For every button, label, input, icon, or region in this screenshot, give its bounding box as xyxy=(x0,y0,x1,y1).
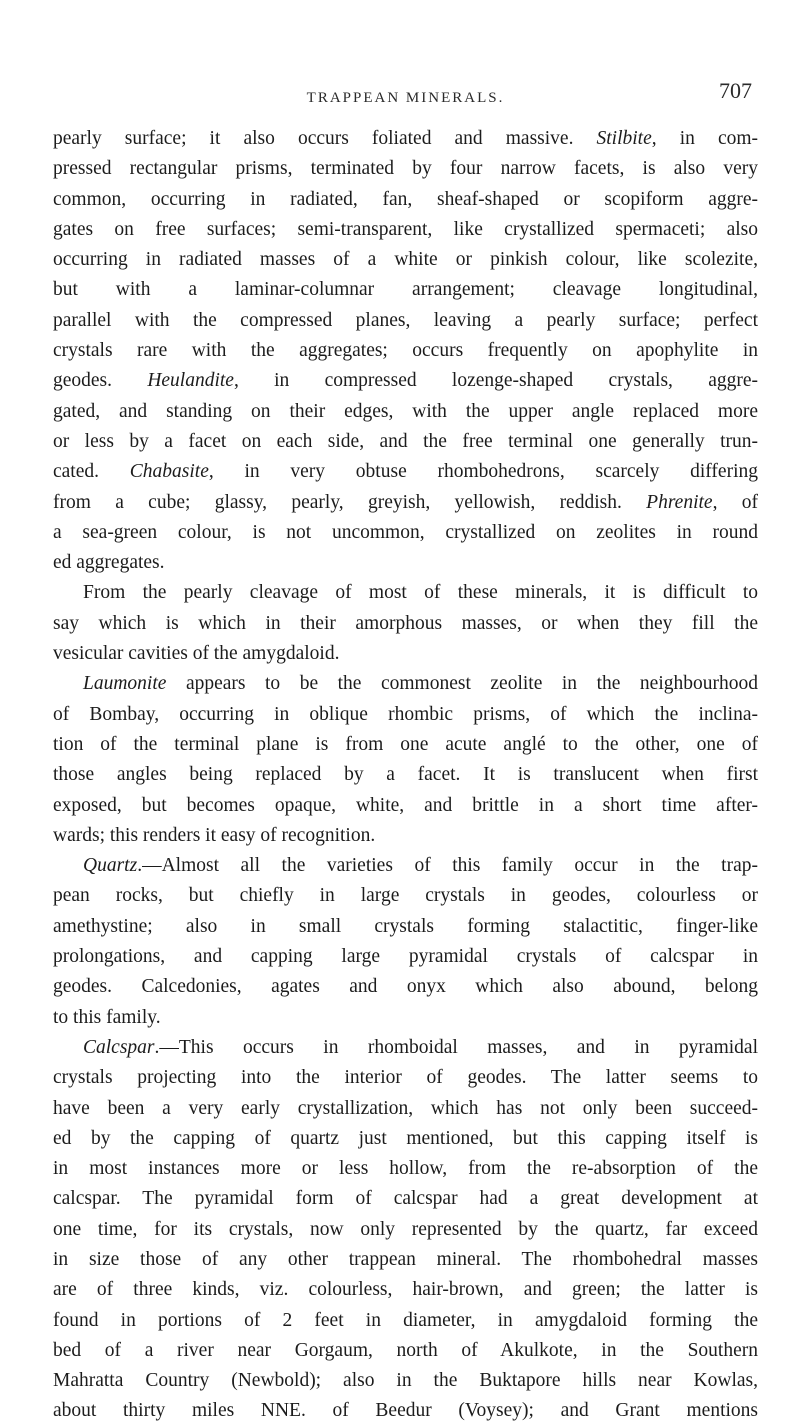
running-title: TRAPPEAN MINERALS. xyxy=(306,90,505,106)
text-line: ed aggregates. xyxy=(53,552,165,574)
text-line: say which is which in their amorphous masses, or when they fill the xyxy=(53,612,758,634)
text-line: of Bombay, occurring in oblique rhombic prisms, of which the inclina- xyxy=(53,703,758,725)
text-line: found in portions of 2 feet in diameter, in amygdaloid forming the xyxy=(53,1309,758,1331)
text-line: but with a laminar-columnar arrangement; cleavage longitudinal, xyxy=(53,279,758,301)
text-line: exposed, but becomes opaque, white, and brittle in a short time after- xyxy=(53,794,758,816)
text-line: geodes. Heulandite, in compressed lozenge-shaped crystals, aggre- xyxy=(53,370,758,392)
text-line: Calcspar.—This occurs in rhomboidal masses, and in pyramidal xyxy=(83,1036,758,1058)
text-line: about thirty miles NNE. of Beedur (Voysey); and Grant mentions xyxy=(53,1400,758,1422)
text-line: Quartz.—Almost all the varieties of this family occur in the trap- xyxy=(83,855,758,877)
text-line: common, occurring in radiated, fan, sheaf-shaped or scopiform aggre- xyxy=(53,188,758,210)
text-line: gated, and standing on their edges, with the upper angle replaced more xyxy=(53,400,758,422)
text-line: Laumonite appears to be the commonest zeolite in the neighbourhood xyxy=(83,673,758,695)
text-line: in size those of any other trappean mineral. The rhombohedral masses xyxy=(53,1248,758,1270)
text-line: from a cube; glassy, pearly, greyish, yellowish, reddish. Phrenite, of xyxy=(53,491,758,513)
text-line: have been a very early crystallization, which has not only been succeed- xyxy=(53,1097,758,1119)
text-line: cated. Chabasite, in very obtuse rhombohedrons, scarcely differing xyxy=(53,461,758,483)
text-line: in most instances more or less hollow, from the re-absorption of the xyxy=(53,1158,758,1180)
text-line: crystals rare with the aggregates; occurs frequently on apophylite in xyxy=(53,340,758,362)
text-line: ed by the capping of quartz just mentioned, but this capping itself is xyxy=(53,1127,758,1149)
text-line: a sea-green colour, is not uncommon, crystallized on zeolites in round xyxy=(53,521,758,543)
text-line: tion of the terminal plane is from one acute anglé to the other, one of xyxy=(53,733,758,755)
text-line: are of three kinds, viz. colourless, hair-brown, and green; the latter is xyxy=(53,1279,758,1301)
text-line: one time, for its crystals, now only represented by the quartz, far exceed xyxy=(53,1218,758,1240)
text-line: parallel with the compressed planes, leaving a pearly surface; perfect xyxy=(53,309,758,331)
text-line: Mahratta Country (Newbold); also in the Buktapore hills near Kowlas, xyxy=(53,1370,758,1392)
text-line: calcspar. The pyramidal form of calcspar had a great development at xyxy=(53,1188,758,1210)
page-number: 707 xyxy=(719,78,752,103)
text-line: pearly surface; it also occurs foliated and massive. Stilbite, in com- xyxy=(53,128,758,149)
text-line: amethystine; also in small crystals forming stalactitic, finger-like xyxy=(53,915,758,937)
text-line: gates on free surfaces; semi-transparent, like crystallized spermaceti; also xyxy=(53,218,758,240)
text-line: vesicular cavities of the amygdaloid. xyxy=(53,643,340,665)
running-head xyxy=(53,78,758,112)
text-line: crystals projecting into the interior of geodes. The latter seems to xyxy=(53,1067,758,1089)
text-line: occurring in radiated masses of a white or pinkish colour, like scolezite, xyxy=(53,249,758,271)
text-line: wards; this renders it easy of recognition. xyxy=(53,824,376,846)
text-line: bed of a river near Gorgaum, north of Akulkote, in the Southern xyxy=(53,1339,758,1361)
text-line: pressed rectangular prisms, terminated by four narrow facets, is also very xyxy=(53,158,758,180)
text-line: those angles being replaced by a facet. It is translucent when first xyxy=(53,764,758,786)
text-line: geodes. Calcedonies, agates and onyx which also abound, belong xyxy=(53,976,758,998)
text-line: From the pearly cleavage of most of these minerals, it is difficult to xyxy=(83,582,758,604)
text-line: or less by a facet on each side, and the free terminal one generally trun- xyxy=(53,430,758,452)
text-line: pean rocks, but chiefly in large crystals in geodes, colourless or xyxy=(53,885,758,907)
text-line: to this family. xyxy=(53,1006,161,1028)
body-text xyxy=(53,124,758,1427)
text-line: prolongations, and capping large pyramidal crystals of calcspar in xyxy=(53,946,758,968)
